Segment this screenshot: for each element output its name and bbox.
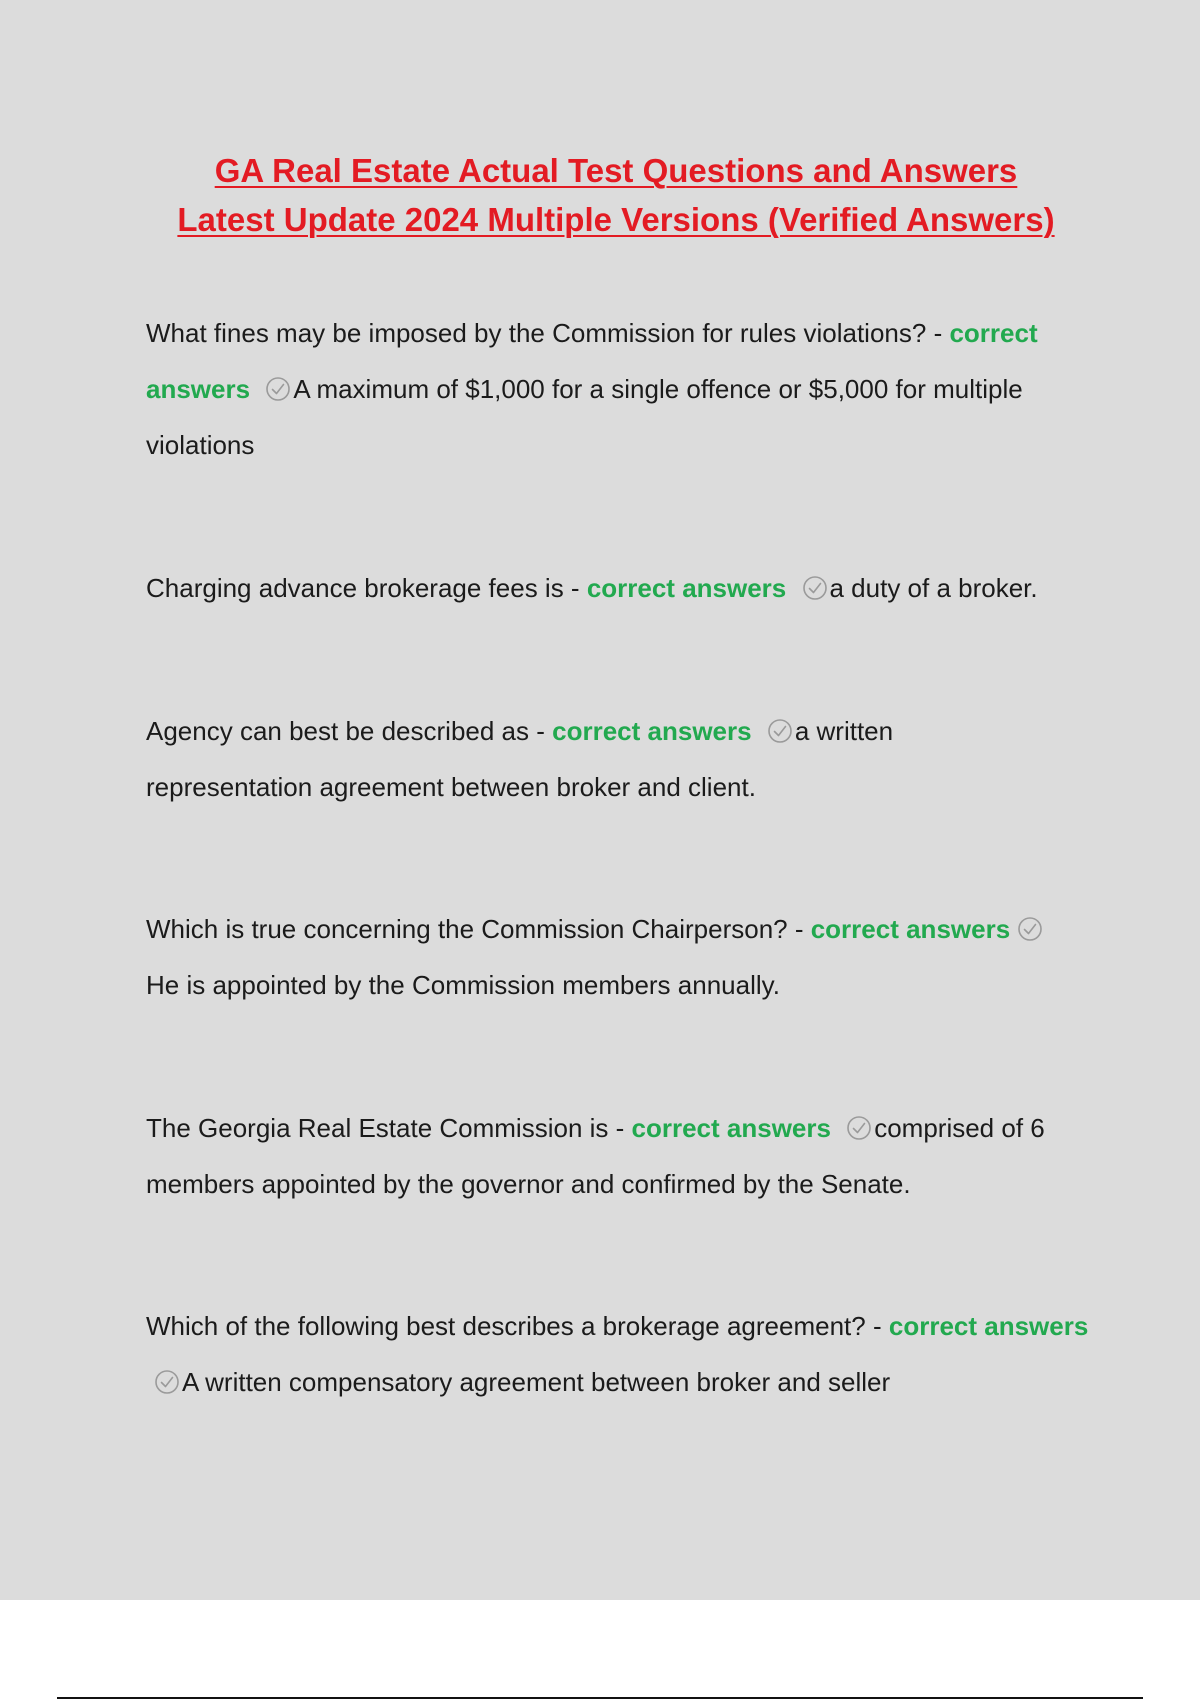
check-circle-icon bbox=[846, 1115, 872, 1141]
check-circle-icon bbox=[802, 575, 828, 601]
check-circle-icon bbox=[1017, 916, 1043, 942]
separator: - bbox=[787, 914, 811, 944]
qa-item-2 bbox=[146, 560, 1092, 616]
qa-item-6 bbox=[146, 1298, 1092, 1410]
qa-item-4 bbox=[146, 901, 1066, 1013]
separator: - bbox=[529, 716, 553, 746]
separator: - bbox=[865, 1311, 889, 1341]
separator: - bbox=[563, 573, 587, 603]
question-text: Charging advance brokerage fees is bbox=[146, 573, 564, 603]
document-title bbox=[130, 146, 1102, 244]
question-text: Which of the following best describes a brokerage agreement? bbox=[146, 1311, 866, 1341]
check-circle-icon bbox=[265, 376, 291, 402]
check-circle-icon bbox=[767, 718, 793, 744]
check-circle-icon bbox=[154, 1369, 180, 1395]
answer-text: a written representation agreement between broker and client. bbox=[146, 716, 894, 802]
qa-item-1 bbox=[146, 305, 1092, 473]
question-text: Agency can best be described as bbox=[146, 716, 530, 746]
correct-answers-label: correct answers bbox=[552, 716, 752, 746]
title-line-1: GA Real Estate Actual Test Questions and Answers bbox=[214, 152, 1018, 189]
correct-answers-label: correct answers bbox=[631, 1113, 831, 1143]
qa-item-3 bbox=[146, 703, 936, 815]
correct-answers-label: correct answers bbox=[146, 318, 1038, 404]
question-text: What fines may be imposed by the Commission for rules violations? bbox=[146, 318, 927, 348]
question-text: The Georgia Real Estate Commission is bbox=[146, 1113, 609, 1143]
question-text: Which is true concerning the Commission Chairperson? bbox=[146, 914, 788, 944]
title-line-2: Latest Update 2024 Multiple Versions (Verified Answers) bbox=[177, 201, 1055, 238]
page-divider bbox=[57, 1697, 1143, 1699]
answer-text: comprised of 6 members appointed by the governor and confirmed by the Senate. bbox=[146, 1113, 1045, 1199]
answer-text: He is appointed by the Commission members annually. bbox=[146, 970, 780, 1000]
answer-text: A written compensatory agreement between broker and seller bbox=[182, 1367, 891, 1397]
answer-text: A maximum of $1,000 for a single offence or $5,000 for multiple violations bbox=[146, 374, 1023, 460]
separator: - bbox=[926, 318, 950, 348]
separator: - bbox=[608, 1113, 632, 1143]
answer-text: a duty of a broker. bbox=[829, 573, 1038, 603]
correct-answers-label: correct answers bbox=[810, 914, 1011, 944]
correct-answers-label: correct answers bbox=[586, 573, 787, 603]
correct-answers-label: correct answers bbox=[888, 1311, 1089, 1341]
qa-item-5 bbox=[146, 1100, 1092, 1212]
